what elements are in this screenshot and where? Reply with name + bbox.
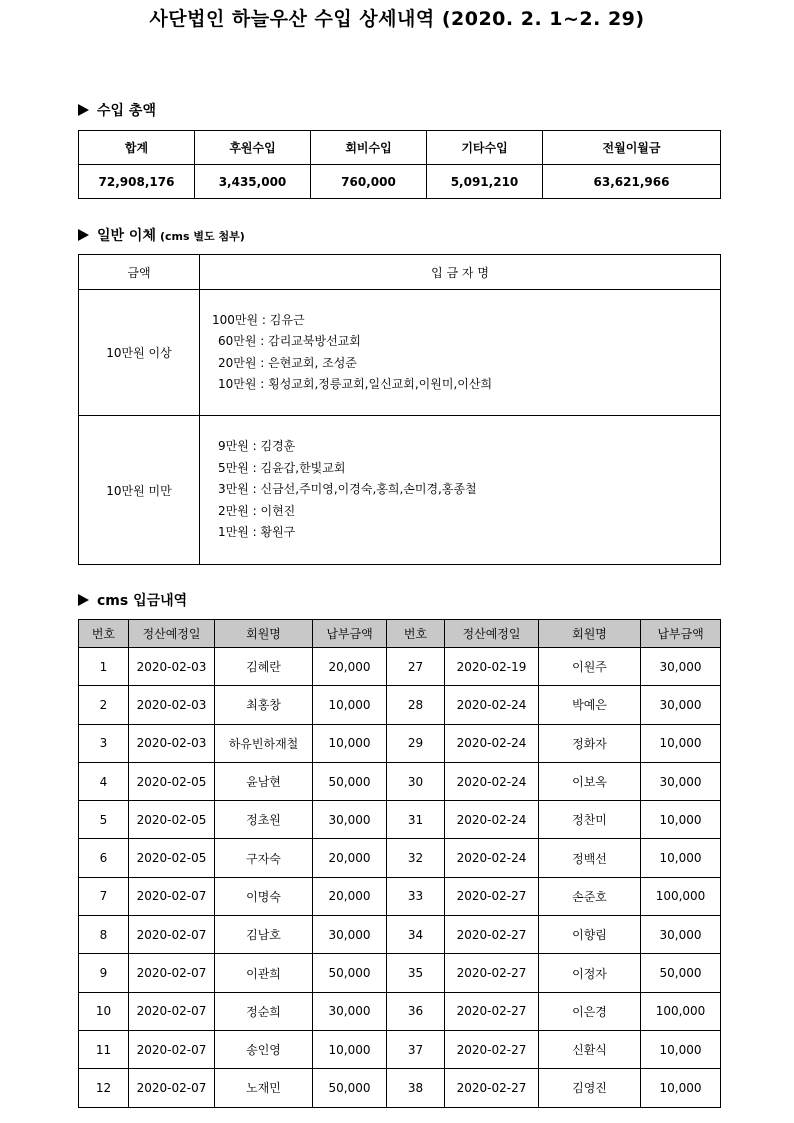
table-cell: 2020-02-24 <box>445 686 539 724</box>
table-cell: 2020-02-27 <box>445 1069 539 1107</box>
table-cell: 2020-02-27 <box>445 954 539 992</box>
general-group-row <box>79 416 721 565</box>
table-cell: 12 <box>79 1069 129 1107</box>
table-cell: 28 <box>387 686 445 724</box>
table-row <box>79 954 721 992</box>
table-cell: 이은경 <box>539 992 641 1030</box>
table-cell: 박예은 <box>539 686 641 724</box>
table-cell: 2020-02-07 <box>129 877 215 915</box>
table-cell: 10,000 <box>641 1069 721 1107</box>
table-cell: 2020-02-27 <box>445 1030 539 1068</box>
table-cell: 30,000 <box>641 686 721 724</box>
header-cell: 전월이월금 <box>543 131 721 165</box>
list-item: 9만원 : 김경훈 <box>218 439 296 454</box>
header-cell: 회비수입 <box>311 131 427 165</box>
table-cell: 100,000 <box>641 877 721 915</box>
table-cell: 11 <box>79 1030 129 1068</box>
table-row <box>79 801 721 839</box>
column-header: 회원명 <box>539 620 641 648</box>
table-cell: 50,000 <box>313 954 387 992</box>
table-cell: 50,000 <box>641 954 721 992</box>
table-cell: 정찬미 <box>539 801 641 839</box>
group-list <box>200 416 721 565</box>
table-cell: 34 <box>387 916 445 954</box>
table-cell: 손준호 <box>539 877 641 915</box>
table-cell: 30,000 <box>641 916 721 954</box>
table-cell: 35 <box>387 954 445 992</box>
table-row <box>79 839 721 877</box>
section-note: (cms 별도 첨부) <box>159 230 245 243</box>
table-cell: 2020-02-19 <box>445 648 539 686</box>
table-cell: 이원주 <box>539 648 641 686</box>
table-cell: 27 <box>387 648 445 686</box>
table-row <box>79 648 721 686</box>
table-cell: 10,000 <box>313 724 387 762</box>
table-cell: 10,000 <box>313 686 387 724</box>
header-cell: 기타수입 <box>427 131 543 165</box>
table-cell: 이보옥 <box>539 762 641 800</box>
table-cell: 이향림 <box>539 916 641 954</box>
table-cell: 2 <box>79 686 129 724</box>
table-cell: 3 <box>79 724 129 762</box>
list-item: 5만원 : 김윤갑,한빛교회 <box>218 460 346 475</box>
table-cell: 하유빈하재철 <box>215 724 313 762</box>
table-cell: 50,000 <box>313 1069 387 1107</box>
table-cell: 정초원 <box>215 801 313 839</box>
totals-table <box>78 130 721 199</box>
column-header: 회원명 <box>215 620 313 648</box>
column-header: 납부금액 <box>313 620 387 648</box>
column-header: 정산예정일 <box>445 620 539 648</box>
table-cell: 30,000 <box>641 648 721 686</box>
table-cell: 김남호 <box>215 916 313 954</box>
general-transfer-table <box>78 254 721 565</box>
table-cell: 신환식 <box>539 1030 641 1068</box>
table-cell: 2020-02-24 <box>445 724 539 762</box>
table-cell: 2020-02-27 <box>445 992 539 1030</box>
table-cell: 2020-02-27 <box>445 916 539 954</box>
totals-header-row <box>79 131 721 165</box>
group-label: 10만원 이상 <box>79 290 200 416</box>
triangle-bullet-icon <box>78 594 89 606</box>
group-label: 10만원 미만 <box>79 416 200 565</box>
table-cell: 2020-02-07 <box>129 1030 215 1068</box>
table-cell: 2020-02-03 <box>129 648 215 686</box>
table-cell: 김영진 <box>539 1069 641 1107</box>
list-item: 60만원 : 감리교북방선교회 <box>218 334 361 348</box>
table-cell: 4 <box>79 762 129 800</box>
table-cell: 이정자 <box>539 954 641 992</box>
value-cell: 72,908,176 <box>79 165 195 199</box>
general-header-row <box>79 255 721 290</box>
table-cell: 구자숙 <box>215 839 313 877</box>
column-header: 번호 <box>79 620 129 648</box>
table-cell: 이명숙 <box>215 877 313 915</box>
table-cell: 20,000 <box>313 839 387 877</box>
table-row <box>79 762 721 800</box>
table-cell: 30,000 <box>313 916 387 954</box>
table-cell: 1 <box>79 648 129 686</box>
table-cell: 2020-02-24 <box>445 762 539 800</box>
table-cell: 김혜란 <box>215 648 313 686</box>
table-cell: 2020-02-24 <box>445 839 539 877</box>
table-cell: 2020-02-05 <box>129 839 215 877</box>
value-cell: 3,435,000 <box>195 165 311 199</box>
table-row <box>79 1069 721 1107</box>
table-cell: 7 <box>79 877 129 915</box>
header-cell: 금액 <box>79 255 200 290</box>
table-cell: 10 <box>79 992 129 1030</box>
table-cell: 36 <box>387 992 445 1030</box>
table-cell: 10,000 <box>641 1030 721 1068</box>
table-cell: 8 <box>79 916 129 954</box>
table-cell: 5 <box>79 801 129 839</box>
table-cell: 37 <box>387 1030 445 1068</box>
table-cell: 2020-02-05 <box>129 801 215 839</box>
table-row <box>79 992 721 1030</box>
cms-table <box>78 619 721 1108</box>
table-cell: 2020-02-07 <box>129 954 215 992</box>
cms-header-row <box>79 620 721 648</box>
table-cell: 정화자 <box>539 724 641 762</box>
table-cell: 2020-02-03 <box>129 686 215 724</box>
list-item: 1만원 : 황원구 <box>218 525 296 540</box>
group-list <box>200 290 721 416</box>
table-row <box>79 686 721 724</box>
list-item: 100만원 : 김유근 <box>212 312 305 327</box>
table-cell: 10,000 <box>313 1030 387 1068</box>
table-row <box>79 724 721 762</box>
triangle-bullet-icon <box>78 229 89 241</box>
table-cell: 50,000 <box>313 762 387 800</box>
table-cell: 9 <box>79 954 129 992</box>
section-cms <box>78 590 187 610</box>
section-heading: 일반 이체 <box>97 228 156 244</box>
table-cell: 30,000 <box>641 762 721 800</box>
table-cell: 32 <box>387 839 445 877</box>
header-cell: 후원수입 <box>195 131 311 165</box>
table-cell: 송인영 <box>215 1030 313 1068</box>
table-row <box>79 1030 721 1068</box>
table-cell: 정백선 <box>539 839 641 877</box>
table-cell: 20,000 <box>313 648 387 686</box>
header-cell: 입 금 자 명 <box>200 255 721 290</box>
table-cell: 최홍창 <box>215 686 313 724</box>
table-cell: 2020-02-07 <box>129 992 215 1030</box>
table-cell: 29 <box>387 724 445 762</box>
table-cell: 2020-02-27 <box>445 877 539 915</box>
page-title: 사단법인 하늘우산 수입 상세내역 (2020. 2. 1~2. 29) <box>149 8 645 30</box>
value-cell: 5,091,210 <box>427 165 543 199</box>
list-item: 2만원 : 이현진 <box>218 503 296 518</box>
list-item: 10만원 : 횡성교회,정릉교회,일신교회,이원미,이산희 <box>218 377 493 391</box>
section-heading: cms 입금내역 <box>97 593 188 609</box>
table-cell: 2020-02-03 <box>129 724 215 762</box>
table-cell: 38 <box>387 1069 445 1107</box>
table-cell: 이관희 <box>215 954 313 992</box>
table-cell: 2020-02-07 <box>129 1069 215 1107</box>
column-header: 납부금액 <box>641 620 721 648</box>
column-header: 번호 <box>387 620 445 648</box>
table-cell: 10,000 <box>641 801 721 839</box>
table-cell: 20,000 <box>313 877 387 915</box>
table-cell: 2020-02-07 <box>129 916 215 954</box>
section-heading: 수입 총액 <box>97 103 156 119</box>
section-general-transfer <box>78 225 245 245</box>
value-cell: 760,000 <box>311 165 427 199</box>
table-cell: 10,000 <box>641 839 721 877</box>
value-cell: 63,621,966 <box>543 165 721 199</box>
cms-table-body <box>79 648 721 1108</box>
general-group-row <box>79 290 721 416</box>
table-cell: 33 <box>387 877 445 915</box>
column-header: 정산예정일 <box>129 620 215 648</box>
list-item: 20만원 : 은현교회, 조성준 <box>218 355 357 370</box>
table-cell: 2020-02-24 <box>445 801 539 839</box>
table-cell: 10,000 <box>641 724 721 762</box>
table-cell: 30 <box>387 762 445 800</box>
list-item: 3만원 : 신금선,주미영,이경숙,홍희,손미경,홍종철 <box>218 482 477 497</box>
table-cell: 100,000 <box>641 992 721 1030</box>
header-cell: 합계 <box>79 131 195 165</box>
section-income-total <box>78 100 156 120</box>
table-row <box>79 877 721 915</box>
table-cell: 30,000 <box>313 992 387 1030</box>
table-cell: 30,000 <box>313 801 387 839</box>
totals-value-row <box>79 165 721 199</box>
table-row <box>79 916 721 954</box>
table-cell: 31 <box>387 801 445 839</box>
table-cell: 윤남현 <box>215 762 313 800</box>
table-cell: 정순희 <box>215 992 313 1030</box>
triangle-bullet-icon <box>78 104 89 116</box>
table-cell: 노재민 <box>215 1069 313 1107</box>
table-cell: 2020-02-05 <box>129 762 215 800</box>
table-cell: 6 <box>79 839 129 877</box>
